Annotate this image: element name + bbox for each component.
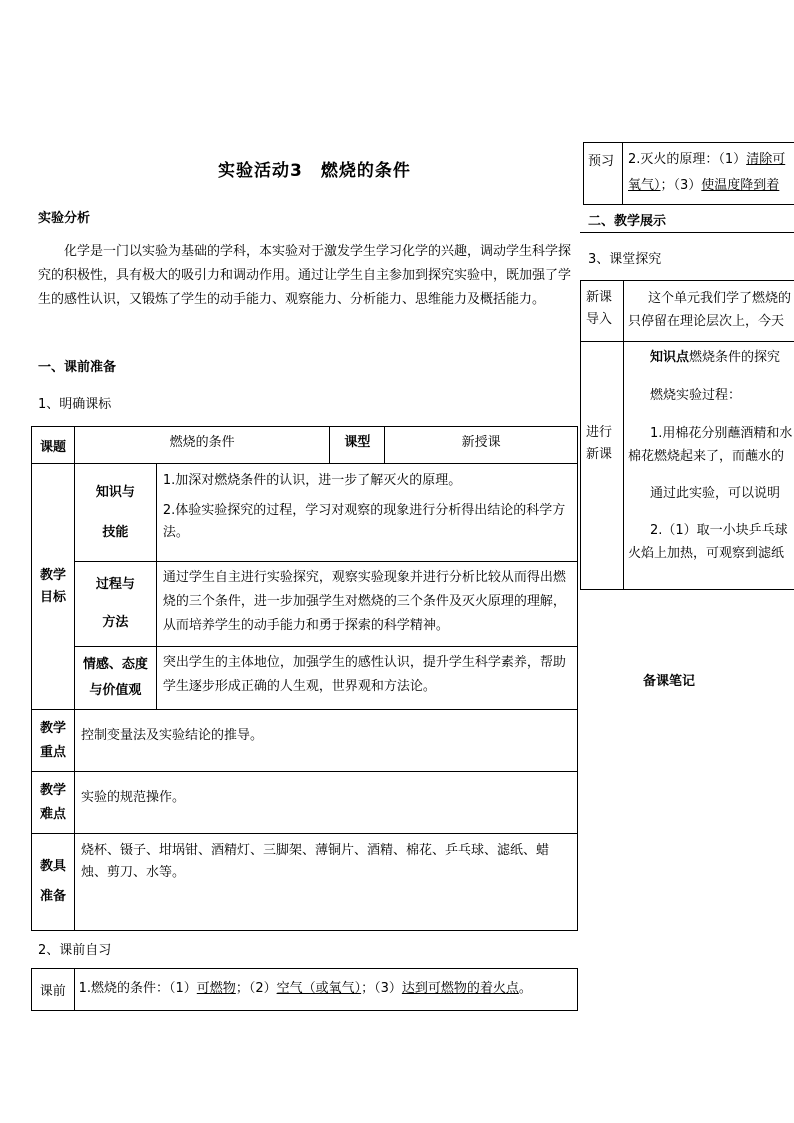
preview-label-right: 预习: [588, 154, 615, 169]
process-text: 通过学生自主进行实验探究，观察实验现象并进行分析比较从而得出燃烧的三个条件，进一步加强学生对燃烧的三个条件及灭火原理的理解，从而培养学生的动手能力和勇于探索的科学精神。: [156, 562, 577, 647]
sub-heading-standards: 1、明确课标: [38, 397, 112, 412]
sub-heading-selfstudy: 2、课前自习: [38, 943, 112, 958]
analysis-text: 化学是一门以实验为基础的学科，本实验对于激发学生学习化学的兴趣，调动学生科学探究的积极性，具有极大的吸引力和调动作用。通过让学生自主参加到探究实验中，既加强了学生的感性认识，又锻炼了学生的动手能力、观察能力、分析能力、思维能力及概括能力。: [38, 244, 572, 307]
intro-line2: 只停留在理论层次上，今天: [628, 314, 785, 329]
page-title: 实验活动3 燃烧的条件: [218, 161, 411, 181]
notes-heading: 备课笔记: [643, 674, 696, 689]
answer-2: 空气（或氧气）: [276, 981, 362, 996]
process-title: 燃烧实验过程：: [650, 388, 742, 403]
step1-line1: 1.用棉花分别蘸酒精和水: [650, 426, 793, 441]
intro-label: 新课 导入: [586, 290, 613, 327]
process-label: 过程与 方法: [74, 562, 156, 647]
answer-1: 可燃物: [196, 981, 236, 996]
type-value: 新授课: [385, 427, 578, 464]
conclusion-line: 通过此实验，可以说明: [650, 486, 781, 501]
standards-table: [31, 426, 578, 931]
topic-value: 燃烧的条件: [74, 427, 330, 464]
fire-principle-line2: 氧气）；（3）使温度降到着: [628, 178, 780, 193]
emotion-text: 突出学生的主体地位，加强学生的感性认识，提升学生科学素养，帮助学生逐步形成正确的人生观，世界观和方法论。: [156, 647, 577, 710]
tools-label: 教具 准备: [32, 834, 75, 931]
step1-line2: 棉花燃烧起来了，而蘸水的: [628, 449, 785, 464]
section-prep-heading: 一、课前准备: [38, 360, 117, 375]
answer-3: 达到可燃物的着火点: [401, 981, 519, 996]
new-lesson-label: 进行 新课: [586, 425, 613, 462]
type-label: 课型: [330, 427, 385, 464]
difficulty-label: 教学 难点: [32, 772, 75, 834]
knowledge-label: 知识与 技能: [74, 464, 156, 562]
emotion-label: 情感、态度 与价值观: [74, 647, 156, 710]
difficulty-text: 实验的规范操作。: [74, 772, 577, 834]
knowledge-point: 知识点燃烧条件的探究: [650, 350, 781, 365]
topic-label: 课题: [32, 427, 75, 464]
analysis-heading: 实验分析: [38, 211, 91, 226]
preview-text: 1.燃烧的条件：（1）可燃物；（2）空气（或氧气）；（3）达到可燃物的着火点。: [74, 969, 577, 1011]
key-label: 教学 重点: [32, 710, 75, 772]
key-text: 控制变量法及实验结论的推导。: [74, 710, 577, 772]
sub-heading-explore: 3、课堂探究: [588, 252, 662, 267]
section-display-heading: 二、教学展示: [588, 214, 667, 229]
preview-table: [31, 968, 578, 1011]
tools-text: 烧杯、镊子、坩埚钳、酒精灯、三脚架、薄铜片、酒精、棉花、乒乓球、滤纸、蜡烛、剪刀、水等。: [74, 834, 577, 931]
goals-label: 教学 目标: [32, 464, 75, 710]
intro-line1: 这个单元我们学了燃烧的: [648, 291, 792, 306]
step2-line2: 火焰上加热，可观察到滤纸: [628, 546, 785, 561]
preview-label: 课前: [32, 969, 75, 1011]
step2-line1: 2.（1）取一小块乒乓球: [650, 523, 788, 538]
fire-principle-line1: 2.灭火的原理：（1）清除可: [628, 152, 786, 167]
knowledge-text: 1.加深对燃烧条件的认识，进一步了解灭火的原理。 2.体验实验探究的过程，学习对观察的现象进行分析得出结论的科学方法。: [156, 464, 577, 562]
right-page: [580, 142, 794, 602]
